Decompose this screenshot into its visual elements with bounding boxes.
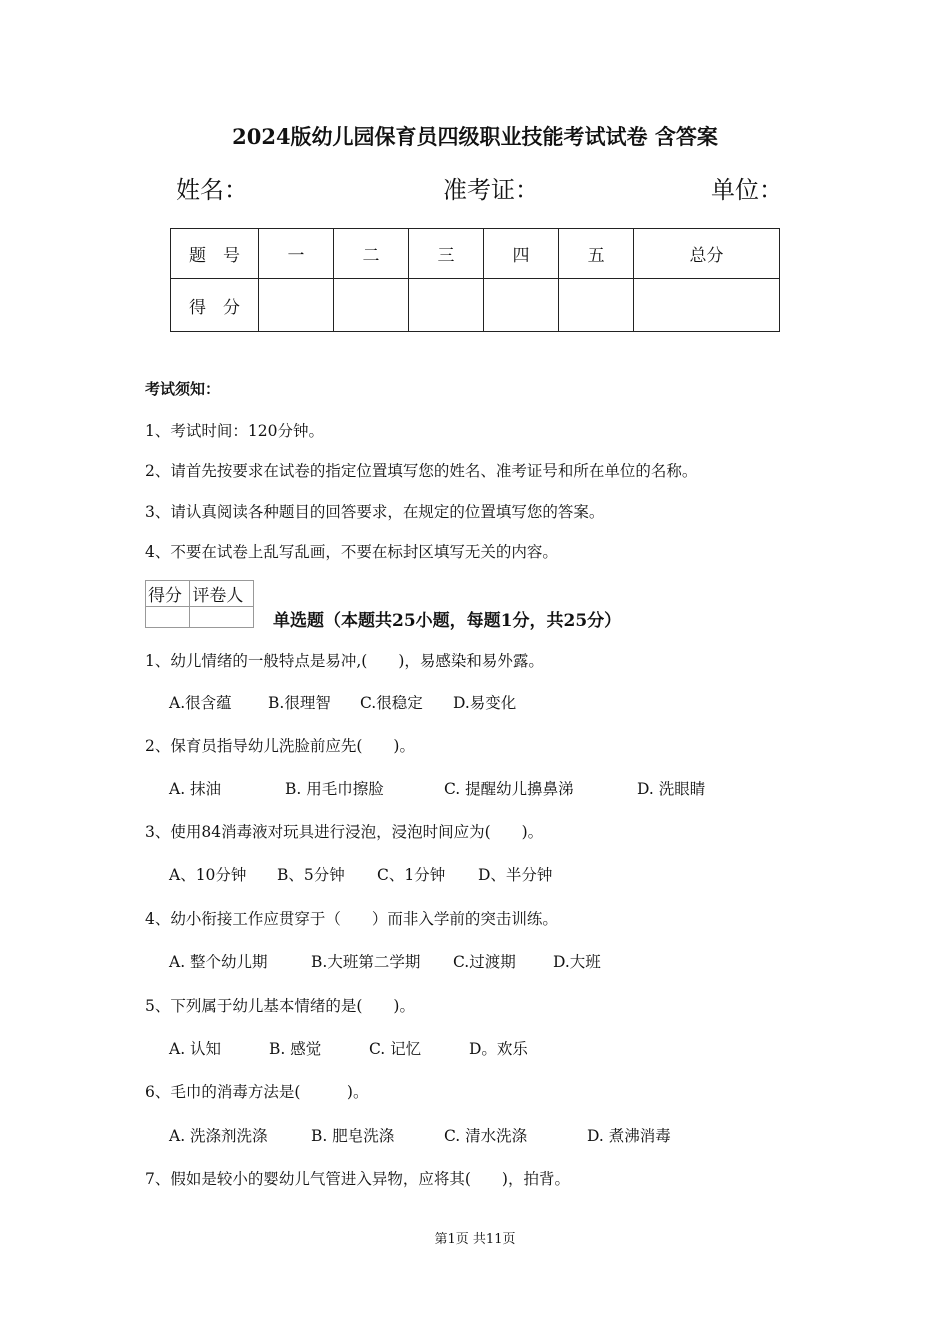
option-a: A. 认知 [169,1040,222,1058]
page-footer: 第1页 共11页 [434,1232,516,1247]
option-c: C.很稳定 [360,694,423,712]
score-input-cell[interactable] [559,279,634,332]
grader-box [145,580,254,628]
option-a: A. 洗涤剂洗涤 [169,1127,268,1145]
option-a: A. 整个幼儿期 [169,953,268,971]
score-table-cell: 一 [259,229,334,279]
notice-item: 2、请首先按要求在试卷的指定位置填写您的姓名、准考证号和所在单位的名称。 [145,462,698,480]
question-stem: 1、幼儿情绪的一般特点是易冲,( )，易感染和易外露。 [145,652,544,670]
section-title: 单选题（本题共25小题，每题1分，共25分） [273,611,622,631]
score-table-score-row [171,279,780,332]
option-c: C. 记忆 [369,1040,422,1058]
score-table [170,228,780,332]
option-b: B. 肥皂洗涤 [311,1127,395,1145]
option-d: D. 洗眼睛 [637,780,706,798]
score-table-cell: 题 号 [171,229,259,279]
option-a: A. 抹油 [169,780,222,798]
score-table-cell: 四 [484,229,559,279]
option-b: B、5分钟 [277,866,345,884]
notice-item: 3、请认真阅读各种题目的回答要求，在规定的位置填写您的答案。 [145,503,605,521]
document-title: 2024版幼儿园保育员四级职业技能考试试卷 含答案 [232,124,718,149]
option-c: C、1分钟 [377,866,446,884]
grader-score-cell[interactable] [146,607,190,628]
notice-heading: 考试须知： [145,380,221,398]
option-c: C.过渡期 [453,953,516,971]
grader-score-label: 得分 [146,581,190,607]
grader-name-cell[interactable] [190,607,254,628]
exam-number-field-label: 准考证： [443,176,539,204]
name-field-label: 姓名： [176,176,248,204]
option-b: B.很理智 [268,694,331,712]
unit-field-label: 单位： [711,176,783,204]
option-d: D.大班 [553,953,601,971]
question-stem: 7、假如是较小的婴幼儿气管进入异物，应将其( )，拍背。 [145,1170,570,1188]
option-b: B.大班第二学期 [311,953,421,971]
score-table-cell: 得 分 [171,279,259,332]
option-d: D. 煮沸消毒 [587,1127,671,1145]
option-d: D、半分钟 [478,866,553,884]
score-input-cell[interactable] [334,279,409,332]
notice-item: 1、考试时间：120分钟。 [145,422,324,440]
option-a: A.很含蕴 [169,694,232,712]
option-b: B. 用毛巾擦脸 [285,780,384,798]
question-stem: 2、保育员指导幼儿洗脸前应先( )。 [145,737,415,755]
score-input-cell[interactable] [409,279,484,332]
option-b: B. 感觉 [269,1040,322,1058]
option-d: D。欢乐 [469,1040,528,1058]
score-table-cell: 二 [334,229,409,279]
question-stem: 6、毛巾的消毒方法是( )。 [145,1083,369,1101]
question-stem: 4、幼小衔接工作应贯穿于（ ）而非入学前的突击训练。 [145,910,558,928]
score-table-header-row [171,229,780,279]
option-c: C. 提醒幼儿擤鼻涕 [444,780,574,798]
grader-name-label: 评卷人 [190,581,254,607]
score-table-cell: 总分 [634,229,780,279]
score-table-cell: 五 [559,229,634,279]
score-input-cell[interactable] [634,279,780,332]
score-input-cell[interactable] [484,279,559,332]
score-table-cell: 三 [409,229,484,279]
score-input-cell[interactable] [259,279,334,332]
question-stem: 3、使用84消毒液对玩具进行浸泡，浸泡时间应为( )。 [145,823,544,841]
option-a: A、10分钟 [169,866,247,884]
option-c: C. 清水洗涤 [444,1127,528,1145]
option-d: D.易变化 [453,694,517,712]
question-stem: 5、下列属于幼儿基本情绪的是( )。 [145,997,415,1015]
notice-item: 4、不要在试卷上乱写乱画，不要在标封区填写无关的内容。 [145,543,558,561]
